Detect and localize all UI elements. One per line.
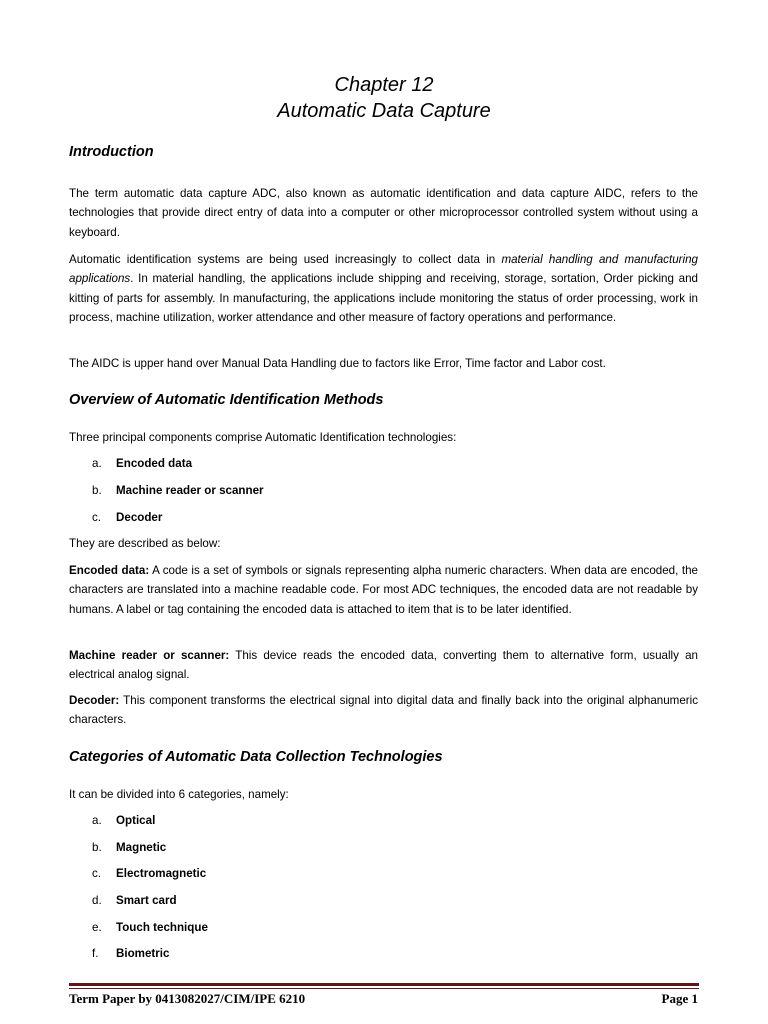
- list-marker: a.: [92, 457, 102, 470]
- list-item-text: Decoder: [116, 511, 163, 524]
- list-item-text: Biometric: [116, 947, 170, 960]
- list-item: [92, 510, 162, 526]
- section-heading-categories: Categories of Automatic Data Collection Technologies: [69, 749, 443, 765]
- list-item: [92, 813, 155, 829]
- list-item-text: Optical: [116, 814, 156, 827]
- list-marker: f.: [92, 947, 99, 960]
- list-item-text: Touch technique: [116, 921, 208, 934]
- list-item: [92, 483, 264, 499]
- list-item-text: Smart card: [116, 894, 177, 907]
- list-item-text: Machine reader or scanner: [116, 484, 264, 497]
- list-marker: b.: [92, 841, 102, 854]
- list-item: [92, 920, 208, 936]
- list-item: [92, 946, 169, 962]
- definition-term: Decoder:: [69, 694, 120, 707]
- list-item: [92, 840, 166, 856]
- list-item: [92, 866, 206, 882]
- footer-author: Term Paper by 0413082027/CIM/IPE 6210: [69, 991, 306, 1006]
- categories-lead: It can be divided into 6 categories, namely:: [69, 788, 289, 801]
- list-marker: c.: [92, 511, 102, 524]
- list-item: [92, 456, 192, 472]
- list-marker: d.: [92, 894, 102, 907]
- chapter-number: Chapter 12: [334, 74, 434, 96]
- list-marker: c.: [92, 867, 102, 880]
- list-marker: a.: [92, 814, 102, 827]
- intro-paragraph-1: The term automatic data capture ADC, also known as automatic identification and data capture AIDC, refers to the technologies that provide direct entry of data into a computer or other microprocessor controlled system without using a keyboard.: [69, 187, 698, 239]
- definition-term: Machine reader or scanner:: [69, 649, 230, 662]
- definition-term: Encoded data:: [69, 564, 150, 577]
- described-line: They are described as below:: [69, 537, 221, 550]
- intro-p2-start: Automatic identification systems are being used increasingly to collect data in: [69, 253, 502, 266]
- intro-p2-emphasis: material handling and manufacturing applications: [69, 253, 698, 286]
- definition-text: This device reads the encoded data, converting them to alternative form, usually an electrical analog signal.: [69, 649, 699, 682]
- list-item-text: Electromagnetic: [116, 867, 207, 880]
- definition-text: A code is a set of symbols or signals representing alpha numeric characters. When data are encoded, the characters are translated into a machine readable code. For most ADC techniques, the encoded data are not readable by humans. A label or tag containing the encoded data is attached to item that is to be later identified.: [69, 564, 698, 616]
- footer-divider-thin: [69, 988, 699, 989]
- intro-paragraph-3: The AIDC is upper hand over Manual Data Handling due to factors like Error, Time factor and Labor cost.: [69, 357, 606, 370]
- list-marker: b.: [92, 484, 102, 497]
- list-item-text: Magnetic: [116, 841, 167, 854]
- definition-decoder: [69, 691, 698, 730]
- list-item: [92, 893, 177, 909]
- footer-divider-thick: [69, 983, 699, 986]
- definition-encoded-data: [69, 561, 698, 619]
- section-heading-introduction: Introduction: [69, 144, 154, 160]
- overview-lead: Three principal components comprise Automatic Identification technologies:: [69, 431, 457, 444]
- intro-p2-end: . In material handling, the applications include shipping and receiving, storage, sortation, Order picking and kitting of parts for assembly. In manufacturing, the applications include monitoring the status of order processing, work in process, machine utilization, worker attendance and other measure of factory operations and performance.: [69, 272, 698, 324]
- chapter-title: Automatic Data Capture: [277, 100, 491, 122]
- definition-text: This component transforms the electrical signal into digital data and finally back into the original alphanumeric characters.: [69, 694, 698, 727]
- section-heading-overview: Overview of Automatic Identification Methods: [69, 392, 384, 408]
- list-item-text: Encoded data: [116, 457, 193, 470]
- intro-paragraph-2: [69, 250, 698, 327]
- page-number: Page 1: [661, 991, 698, 1006]
- list-marker: e.: [92, 921, 102, 934]
- definition-machine-reader: [69, 646, 698, 685]
